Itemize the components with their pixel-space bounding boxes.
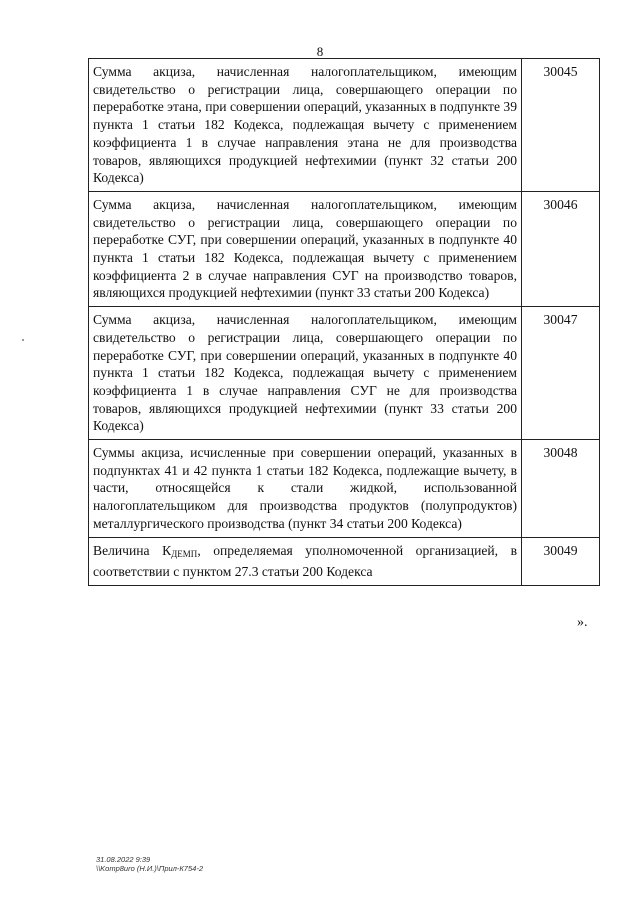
footer-timestamp: 31.08.2022 9:39 [96,855,151,864]
row-code: 30048 [522,440,600,538]
page-number: 8 [316,44,324,59]
table-row [89,307,600,440]
row-code: 30045 [522,59,600,192]
row-code: 30046 [522,191,600,306]
scan-speck [22,339,24,341]
row-description: Сумма акциза, начисленная налогоплательщиком, имеющим свидетельство о регистрации лица, совершающего операции по переработке СУГ, при совершении операций, указанных в подпункте 40 пункта 1 статьи 182 Кодекса, подлежащая вычету с применением коэффициента 2 в случае направления СУГ на производство товаров, являющихся продукцией нефтехимии (пункт 33 статьи 200 Кодекса) [89,191,522,306]
row-description: Суммы акциза, исчисленные при совершении операций, указанных в подпунктах 41 и 42 пункта 1 статьи 182 Кодекса, подлежащие вычету, в части, относящейся к стали жидкой, использованной налогоплательщиком для производства продуктов (полупродуктов) металлургического производства (пункт 34 статьи 200 Кодекса) [89,440,522,538]
row-description: Сумма акциза, начисленная налогоплательщиком, имеющим свидетельство о регистрации лица, совершающего операции по переработке СУГ, при совершении операций, указанных в подпункте 40 пункта 1 статьи 182 Кодекса, подлежащая вычету с применением коэффициента 1 в случае направления СУГ не для производства товаров, являющихся продукцией нефтехимии (пункт 33 статьи 200 Кодекса) [89,307,522,440]
table-row [89,191,600,306]
row-description: Сумма акциза, начисленная налогоплательщиком, имеющим свидетельство о регистрации лица, совершающего операции по переработке этана, при совершении операций, указанных в подпункте 39 пункта 1 статьи 182 Кодекса, подлежащая вычету с применением коэффициента 1 в случае направления этана не для производства товаров, являющихся продукцией нефтехимии (пункт 32 статьи 200 Кодекса) [89,59,522,192]
document-footer [96,855,203,873]
table-row [89,440,600,538]
closing-quote: ». [577,615,588,630]
row-code: 30049 [522,537,600,585]
row-description-start: Величина К [93,542,172,558]
row-description-end: , определяемая уполномоченной организацией, в соответствии с пунктом 27.3 статьи 200 Кодекса [93,542,517,580]
table-row [89,59,600,192]
kdemp-subscript: ДЕМП [171,548,198,559]
table-row [89,537,600,585]
row-code: 30047 [522,307,600,440]
footer-file-path: \\Komp8uro (Н.И.)\Прил-К754-2 [96,864,203,873]
indicator-codes-table [88,58,600,586]
row-description [89,537,522,585]
